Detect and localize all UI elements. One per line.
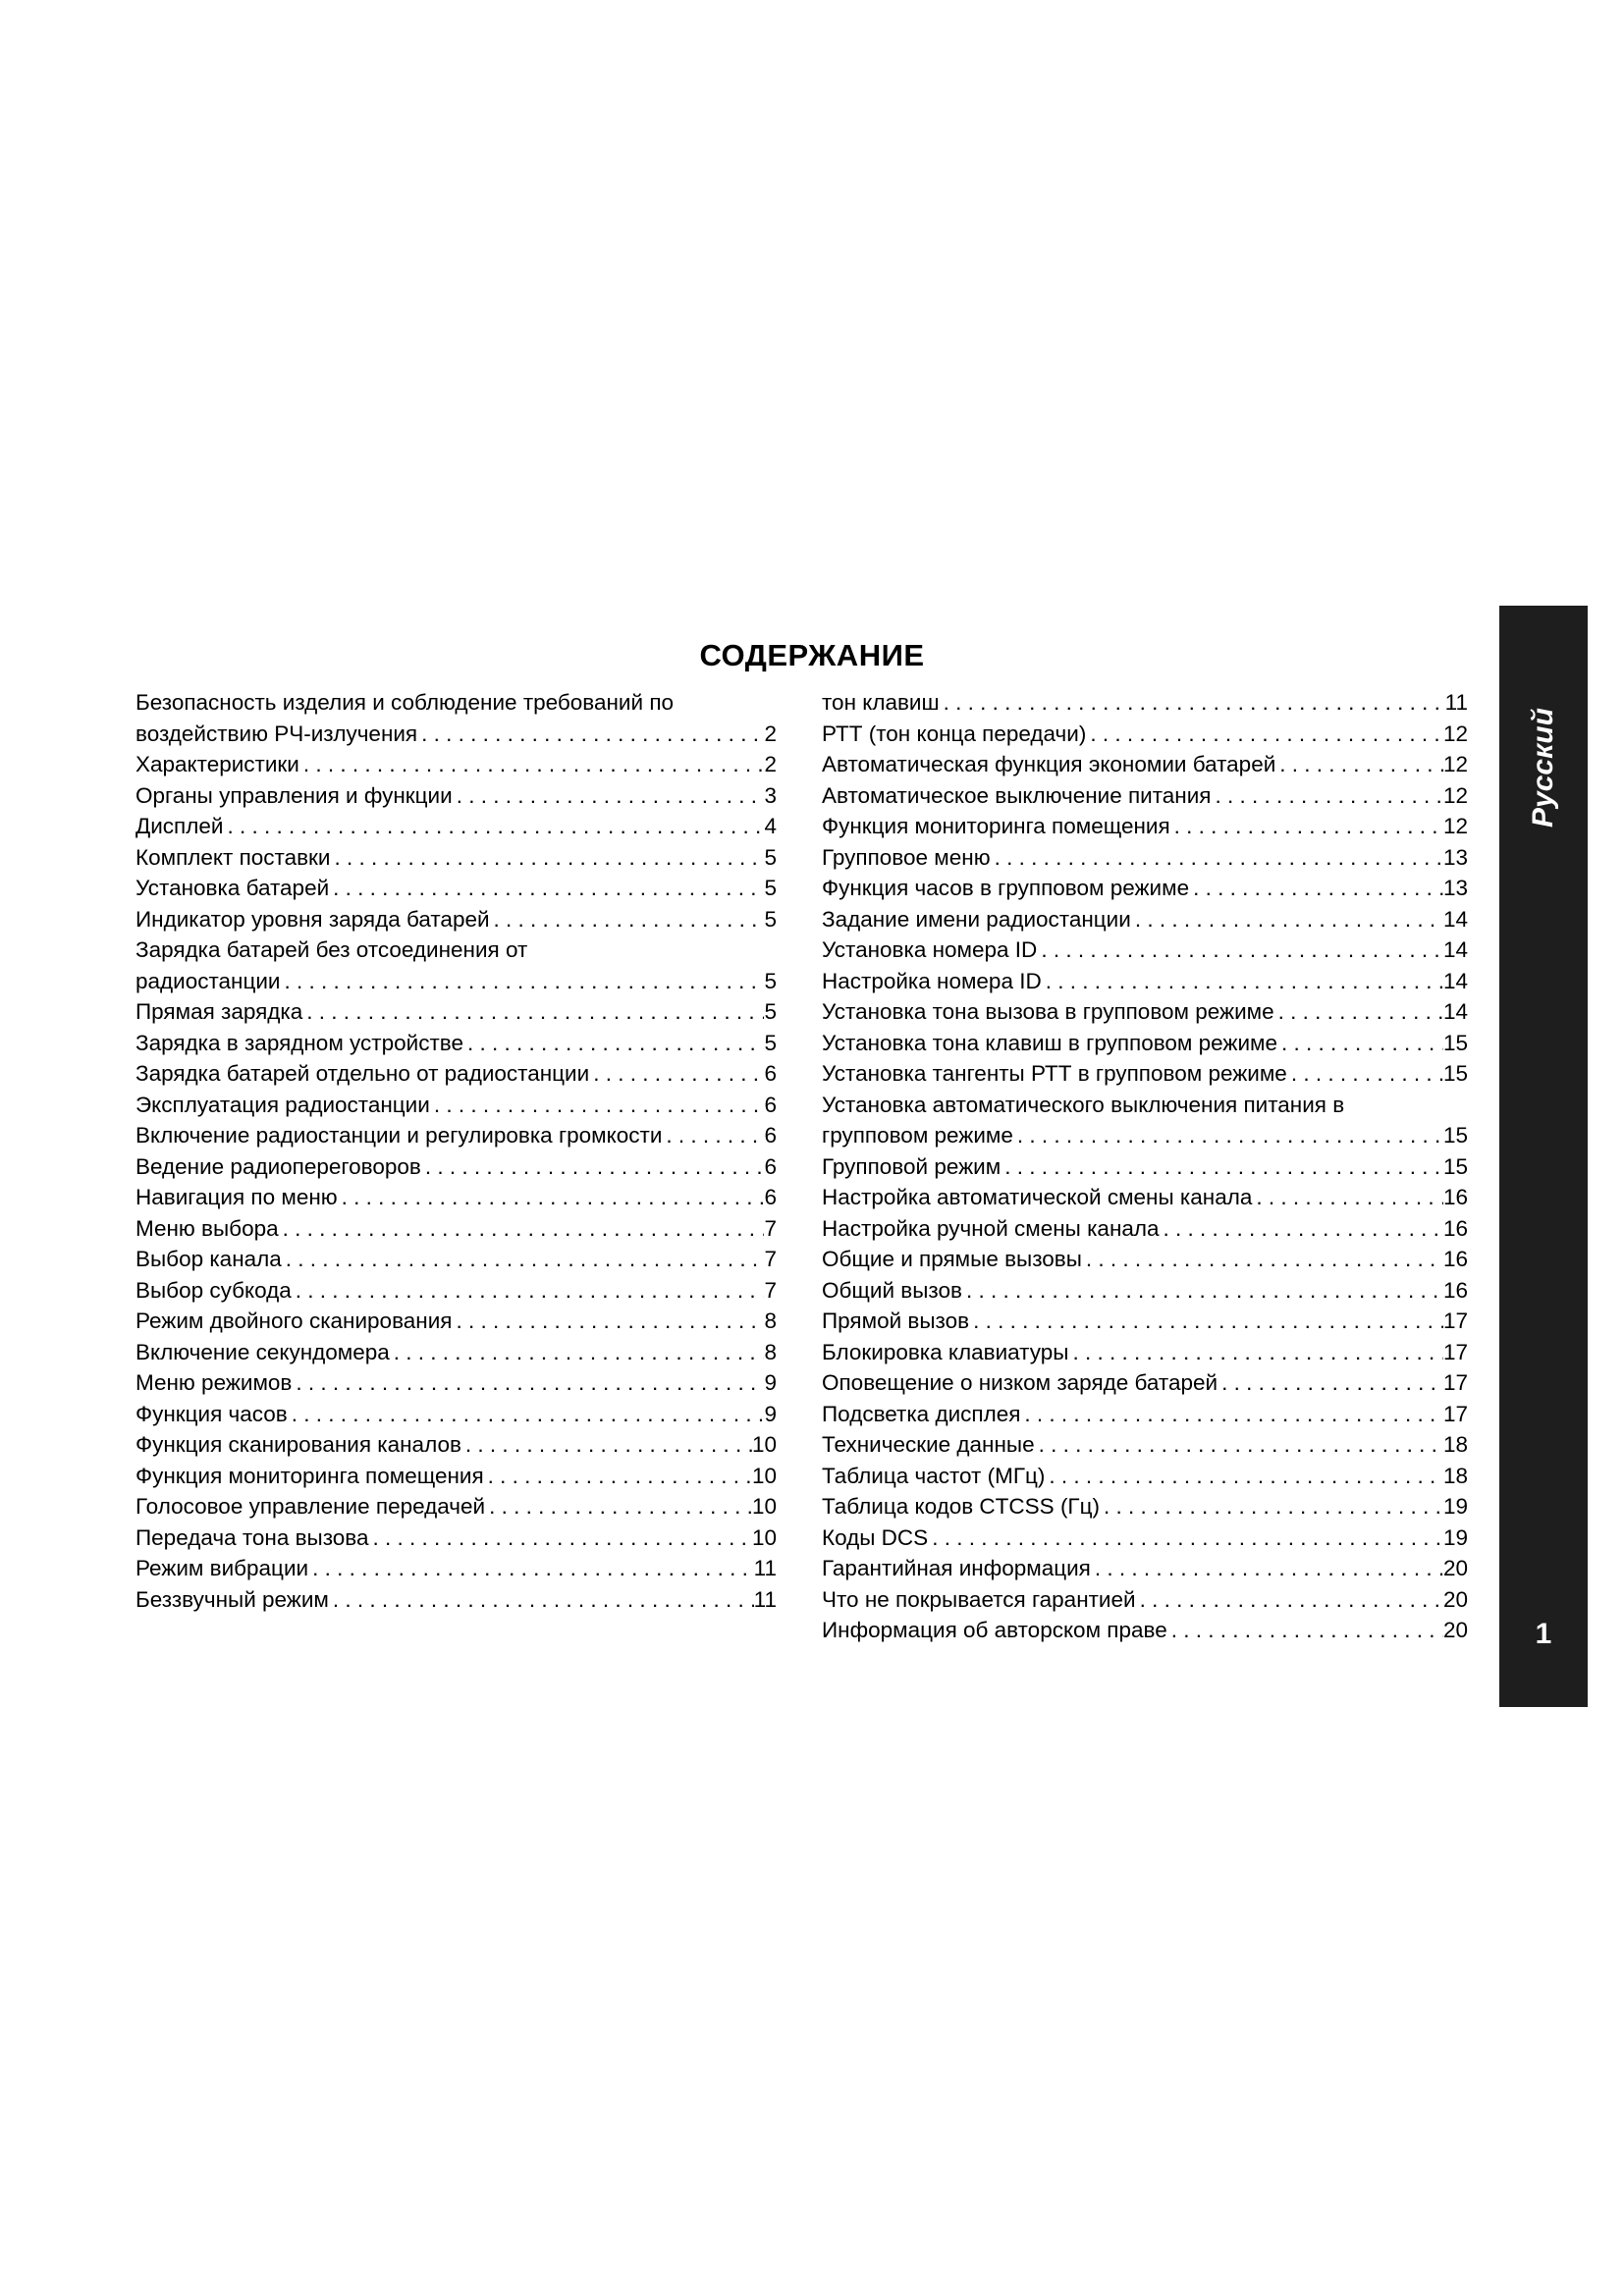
toc-entry[interactable] <box>822 1120 1468 1151</box>
toc-entry[interactable] <box>822 1584 1468 1616</box>
toc-entry-page: 2 <box>764 752 777 776</box>
toc-entry-page: 12 <box>1442 782 1468 808</box>
toc-entry[interactable] <box>135 1522 777 1554</box>
toc-entry-page: 12 <box>1442 814 1468 838</box>
toc-dot-leader <box>1274 996 1443 1028</box>
toc-entry-page: 7 <box>764 1277 777 1303</box>
toc-dot-leader <box>330 842 764 874</box>
toc-dot-leader <box>1068 1337 1443 1368</box>
toc-entry-page: 8 <box>764 1308 777 1333</box>
toc-dot-leader <box>1252 1182 1443 1213</box>
toc-entry-page: 20 <box>1442 1586 1468 1612</box>
toc-entry-title: Прямая зарядка <box>135 999 303 1024</box>
toc-dot-leader <box>1100 1491 1443 1522</box>
toc-entry[interactable] <box>822 780 1468 812</box>
toc-entry-title: радиостанции <box>135 968 281 993</box>
toc-entry-title: Эксплуатация радиостанции <box>135 1092 430 1117</box>
toc-entry-title: Органы управления и функции <box>135 782 453 808</box>
toc-entry-page: 7 <box>764 1247 777 1271</box>
toc-entry-title: Функция мониторинга помещения <box>135 1463 484 1488</box>
toc-entry-title: Функция мониторинга помещения <box>822 814 1170 838</box>
toc-entry[interactable] <box>135 1213 777 1245</box>
toc-entry-page: 20 <box>1442 1618 1468 1642</box>
toc-entry-page: 2 <box>764 721 777 746</box>
toc-entry[interactable] <box>822 719 1468 750</box>
toc-entry-page: 8 <box>764 1339 777 1364</box>
toc-entry-title: Характеристики <box>135 752 299 776</box>
toc-entry-page: 11 <box>753 1556 777 1580</box>
toc-entry-page: 16 <box>1442 1215 1468 1241</box>
toc-entry-page: 6 <box>764 1153 777 1179</box>
toc-entry-title: Установка тона клавиш в групповом режиме <box>822 1030 1278 1055</box>
toc-entry[interactable] <box>135 1028 777 1059</box>
toc-dot-leader <box>1218 1367 1443 1399</box>
toc-entry-page: 5 <box>764 844 777 870</box>
toc-entry[interactable] <box>135 1275 777 1307</box>
toc-dot-leader <box>1035 1429 1443 1461</box>
toc-entry-title: Прямой вызов <box>822 1308 970 1333</box>
toc-entry-page: 13 <box>1442 844 1468 870</box>
toc-dot-leader <box>279 1213 765 1245</box>
toc-entry-title: Установка батарей <box>135 876 330 900</box>
toc-entry-title: Подсветка дисплея <box>822 1401 1021 1426</box>
toc-dot-leader <box>1091 1553 1443 1584</box>
toc-entry[interactable] <box>822 1491 1468 1522</box>
toc-dot-leader <box>1037 934 1443 966</box>
toc-entry[interactable] <box>135 1461 777 1492</box>
toc-entry[interactable] <box>822 1553 1468 1584</box>
toc-dot-leader <box>1287 1058 1443 1090</box>
toc-entry-title: Установка автоматического выключения питания в <box>822 1092 1345 1117</box>
toc-dot-leader <box>1277 1028 1443 1059</box>
toc-entry-page: 6 <box>764 1061 777 1086</box>
toc-dot-leader <box>1275 749 1443 780</box>
toc-entry-title: Функция сканирования каналов <box>135 1432 461 1457</box>
toc-entry[interactable] <box>822 1461 1468 1492</box>
toc-entry[interactable] <box>135 934 777 966</box>
toc-entry-page: 5 <box>764 968 777 993</box>
toc-entry-page: 9 <box>764 1370 777 1395</box>
toc-entry-page: 5 <box>764 1030 777 1055</box>
toc-entry-page: 10 <box>751 1463 777 1488</box>
toc-entry[interactable] <box>822 1429 1468 1461</box>
toc-dot-leader <box>461 1429 752 1461</box>
toc-entry-title: Общие и прямые вызовы <box>822 1247 1082 1271</box>
toc-entry-page: 10 <box>751 1524 777 1550</box>
toc-dot-leader <box>417 719 764 750</box>
toc-entry[interactable] <box>135 811 777 842</box>
toc-dot-leader <box>962 1275 1443 1307</box>
toc-entry[interactable] <box>822 996 1468 1028</box>
toc-dot-leader <box>1045 1461 1443 1492</box>
toc-dot-leader <box>390 1337 765 1368</box>
toc-entry-title: Установка тона вызова в групповом режиме <box>822 999 1274 1024</box>
toc-entry[interactable] <box>135 719 777 750</box>
language-label: Русский <box>1527 708 1560 828</box>
toc-entry[interactable] <box>822 1275 1468 1307</box>
toc-entry[interactable] <box>135 1399 777 1430</box>
toc-dot-leader <box>288 1399 765 1430</box>
toc-dot-leader <box>453 780 765 812</box>
toc-entry-page: 19 <box>1442 1494 1468 1519</box>
toc-entry-title: Зарядка батарей отдельно от радиостанции <box>135 1061 590 1086</box>
toc-dot-leader <box>302 996 764 1028</box>
toc-entry[interactable] <box>135 1306 777 1337</box>
toc-entry-title: Функция часов <box>135 1401 288 1426</box>
toc-entry[interactable] <box>822 842 1468 874</box>
toc-dot-leader <box>1013 1120 1443 1151</box>
toc-entry[interactable] <box>135 1367 777 1399</box>
toc-entry[interactable] <box>135 1058 777 1090</box>
toc-entry-page: 19 <box>1442 1524 1468 1550</box>
toc-entry[interactable] <box>822 1337 1468 1368</box>
toc-dot-leader <box>928 1522 1443 1554</box>
toc-entry-title: Навигация по меню <box>135 1185 338 1209</box>
toc-entry-title: Индикатор уровня заряда батарей <box>135 906 490 932</box>
toc-entry-title: Включение секундомера <box>135 1339 390 1364</box>
toc-entry-title: Групповое меню <box>822 844 991 870</box>
toc-entry-page: 10 <box>751 1432 777 1457</box>
toc-entry-page: 5 <box>764 906 777 932</box>
toc-entry-page: 17 <box>1442 1339 1468 1364</box>
toc-entry-title: Технические данные <box>822 1432 1035 1457</box>
toc-dot-leader <box>589 1058 764 1090</box>
toc-entry-page: 9 <box>764 1401 777 1426</box>
toc-dot-leader <box>369 1522 752 1554</box>
toc-entry-title: Голосовое управление передачей <box>135 1494 486 1519</box>
toc-dot-leader <box>463 1028 765 1059</box>
toc-entry[interactable] <box>822 966 1468 997</box>
toc-entry-title: Коды DCS <box>822 1524 929 1550</box>
toc-entry[interactable] <box>135 1182 777 1213</box>
toc-dot-leader <box>1082 1244 1443 1275</box>
toc-entry-page: 13 <box>1442 876 1468 900</box>
toc-entry-title: Автоматическая функция экономии батарей <box>822 752 1276 776</box>
toc-entry-title: Автоматическое выключение питания <box>822 782 1212 808</box>
toc-dot-leader <box>1167 1615 1443 1646</box>
toc-dot-leader <box>1020 1399 1443 1430</box>
toc-entry-page: 6 <box>764 1185 777 1209</box>
toc-entry[interactable] <box>135 1120 777 1151</box>
toc-dot-leader <box>299 749 765 780</box>
toc-entry-title: Выбор канала <box>135 1247 282 1271</box>
toc-entry-page: 15 <box>1442 1153 1468 1179</box>
toc-entry-title: Передача тона вызова <box>135 1524 369 1550</box>
toc-entry-title: Включение радиостанции и регулировка громкости <box>135 1123 663 1148</box>
toc-entry-title: Задание имени радиостанции <box>822 906 1131 932</box>
toc-entry[interactable] <box>822 873 1468 904</box>
toc-entry-page: 16 <box>1442 1247 1468 1271</box>
toc-entry-title: тон клавиш <box>822 690 940 715</box>
toc-entry-title: Ведение радиопереговоров <box>135 1153 421 1179</box>
toc-entry-title: Настройка автоматической смены канала <box>822 1185 1253 1209</box>
toc-entry-page: 5 <box>764 876 777 900</box>
toc-dot-leader <box>1170 811 1443 842</box>
toc-dot-leader <box>1160 1213 1443 1245</box>
toc-entry-title: Безопасность изделия и соблюдение требований по <box>135 690 675 715</box>
toc-entry-page: 10 <box>751 1494 777 1519</box>
toc-dot-leader <box>1042 966 1443 997</box>
toc-dot-leader <box>1001 1151 1443 1183</box>
page-number: 1 <box>1535 1618 1552 1650</box>
toc-entry-page: 14 <box>1442 906 1468 932</box>
toc-dot-leader <box>484 1461 752 1492</box>
toc-entry-title: Таблица частот (МГц) <box>822 1463 1046 1488</box>
page-title: СОДЕРЖАНИЕ <box>699 638 925 672</box>
toc-entry-title: Установка номера ID <box>822 937 1038 962</box>
toc-entry[interactable] <box>822 904 1468 935</box>
toc-entry[interactable] <box>822 749 1468 780</box>
toc-entry[interactable] <box>822 1151 1468 1183</box>
toc-entry-page: 18 <box>1442 1463 1468 1488</box>
toc-entry[interactable] <box>135 873 777 904</box>
toc-entry[interactable] <box>822 1090 1468 1121</box>
toc-dot-leader <box>490 904 765 935</box>
toc-entry[interactable] <box>135 1151 777 1183</box>
toc-entry-title: Меню режимов <box>135 1370 293 1395</box>
toc-entry-page: 6 <box>764 1092 777 1117</box>
toc-entry[interactable] <box>135 1090 777 1121</box>
toc-dot-leader <box>421 1151 765 1183</box>
toc-entry-title: Гарантийная информация <box>822 1556 1091 1580</box>
toc-entry-page: 15 <box>1442 1061 1468 1086</box>
toc-entry[interactable] <box>822 1615 1468 1646</box>
toc-entry-title: Блокировка клавиатуры <box>822 1339 1069 1364</box>
toc-entry[interactable] <box>135 780 777 812</box>
toc-entry[interactable] <box>135 1244 777 1275</box>
toc-entry-page: 15 <box>1442 1030 1468 1055</box>
toc-entry[interactable] <box>135 749 777 780</box>
toc-entry[interactable] <box>135 1429 777 1461</box>
toc-entry[interactable] <box>822 1182 1468 1213</box>
toc-entry[interactable] <box>822 1522 1468 1554</box>
toc-dot-leader <box>1136 1584 1443 1616</box>
toc-entry[interactable] <box>822 1367 1468 1399</box>
toc-entry-title: Режим вибрации <box>135 1556 309 1580</box>
toc-entry-title: Меню выбора <box>135 1215 279 1241</box>
toc-entry-title: Что не покрывается гарантией <box>822 1586 1136 1612</box>
toc-entry[interactable] <box>822 811 1468 842</box>
toc-entry-page: 17 <box>1442 1401 1468 1426</box>
toc-dot-leader <box>281 966 765 997</box>
toc-entry-page: 5 <box>764 999 777 1024</box>
toc-entry[interactable] <box>822 1058 1468 1090</box>
toc-entry-page: 14 <box>1442 968 1468 993</box>
toc-entry[interactable] <box>822 1399 1468 1430</box>
toc-entry-title: групповом режиме <box>822 1123 1013 1148</box>
toc-entry-page: 17 <box>1442 1370 1468 1395</box>
toc-entry-title: Зарядка батарей без отсоединения от <box>135 937 528 962</box>
toc-dot-leader <box>1131 904 1443 935</box>
toc-entry-title: воздействию РЧ-излучения <box>135 721 418 746</box>
toc-entry-title: Функция часов в групповом режиме <box>822 876 1190 900</box>
toc-entry-page: 14 <box>1442 999 1468 1024</box>
toc-entry[interactable] <box>135 996 777 1028</box>
toc-entry[interactable] <box>135 1553 777 1584</box>
toc-entry-page: 20 <box>1442 1556 1468 1580</box>
toc-dot-leader <box>223 811 764 842</box>
toc-dot-leader <box>329 1584 754 1616</box>
toc-dot-leader <box>292 1367 764 1399</box>
toc-dot-leader <box>991 842 1443 874</box>
toc-entry-page: 16 <box>1442 1185 1468 1209</box>
toc-entry-title: Общий вызов <box>822 1277 962 1303</box>
toc-entry-title: Режим двойного сканирования <box>135 1308 453 1333</box>
toc-entry[interactable] <box>135 904 777 935</box>
toc-entry-page: 7 <box>764 1215 777 1241</box>
toc-entry-page: 17 <box>1442 1308 1468 1333</box>
toc-entry-title: Информация об авторском праве <box>822 1618 1167 1642</box>
toc-entry-title: Настройка ручной смены канала <box>822 1215 1160 1241</box>
toc-entry-page: 18 <box>1442 1432 1468 1457</box>
toc-left-column <box>135 687 777 1615</box>
toc-entry-page: 16 <box>1442 1277 1468 1303</box>
toc-entry-title: Оповещение о низком заряде батарей <box>822 1370 1218 1395</box>
toc-dot-leader <box>485 1491 752 1522</box>
toc-entry[interactable] <box>822 1244 1468 1275</box>
toc-entry-page: 11 <box>1444 690 1468 715</box>
toc-entry[interactable] <box>822 1028 1468 1059</box>
toc-dot-leader <box>662 1120 764 1151</box>
toc-entry-title: Зарядка в зарядном устройстве <box>135 1030 463 1055</box>
toc-dot-leader <box>1189 873 1443 904</box>
toc-dot-leader <box>308 1553 754 1584</box>
toc-dot-leader <box>1211 780 1442 812</box>
toc-dot-leader <box>940 687 1445 719</box>
language-label-container <box>1499 606 1588 930</box>
toc-entry-page: 12 <box>1442 752 1468 776</box>
toc-dot-leader <box>338 1182 765 1213</box>
toc-entry-page: 11 <box>753 1586 777 1612</box>
toc-entry-title: Беззвучный режим <box>135 1586 329 1612</box>
toc-entry-page: 4 <box>764 814 777 838</box>
toc-entry-title: Групповой режим <box>822 1153 1001 1179</box>
toc-dot-leader <box>329 873 764 904</box>
toc-dot-leader <box>282 1244 765 1275</box>
toc-entry[interactable] <box>822 934 1468 966</box>
toc-entry[interactable] <box>822 687 1468 719</box>
toc-dot-leader <box>452 1306 764 1337</box>
toc-dot-leader <box>1086 719 1443 750</box>
toc-dot-leader <box>969 1306 1443 1337</box>
toc-entry-title: РТТ (тон конца передачи) <box>822 721 1087 746</box>
toc-entry-page: 6 <box>764 1123 777 1148</box>
toc-entry-title: Настройка номера ID <box>822 968 1042 993</box>
toc-right-column <box>822 687 1468 1646</box>
toc-entry-page: 15 <box>1442 1123 1468 1148</box>
toc-entry-title: Выбор субкода <box>135 1277 292 1303</box>
toc-entry[interactable] <box>135 1337 777 1368</box>
toc-entry-title: Таблица кодов CTCSS (Гц) <box>822 1494 1100 1519</box>
toc-entry[interactable] <box>822 1213 1468 1245</box>
toc-entry-page: 14 <box>1442 937 1468 962</box>
toc-entry[interactable] <box>135 1584 777 1616</box>
toc-entry[interactable] <box>135 842 777 874</box>
toc-entry-title: Дисплей <box>135 814 224 838</box>
toc-dot-leader <box>292 1275 765 1307</box>
toc-entry[interactable] <box>135 966 777 997</box>
toc-entry-title: Комплект поставки <box>135 844 331 870</box>
toc-entry[interactable] <box>135 687 777 719</box>
toc-entry-page: 12 <box>1442 721 1468 746</box>
toc-entry[interactable] <box>135 1491 777 1522</box>
toc-entry[interactable] <box>822 1306 1468 1337</box>
toc-dot-leader <box>430 1090 765 1121</box>
toc-entry-title: Установка тангенты РТТ в групповом режиме <box>822 1061 1287 1086</box>
toc-entry-page: 3 <box>764 782 777 808</box>
